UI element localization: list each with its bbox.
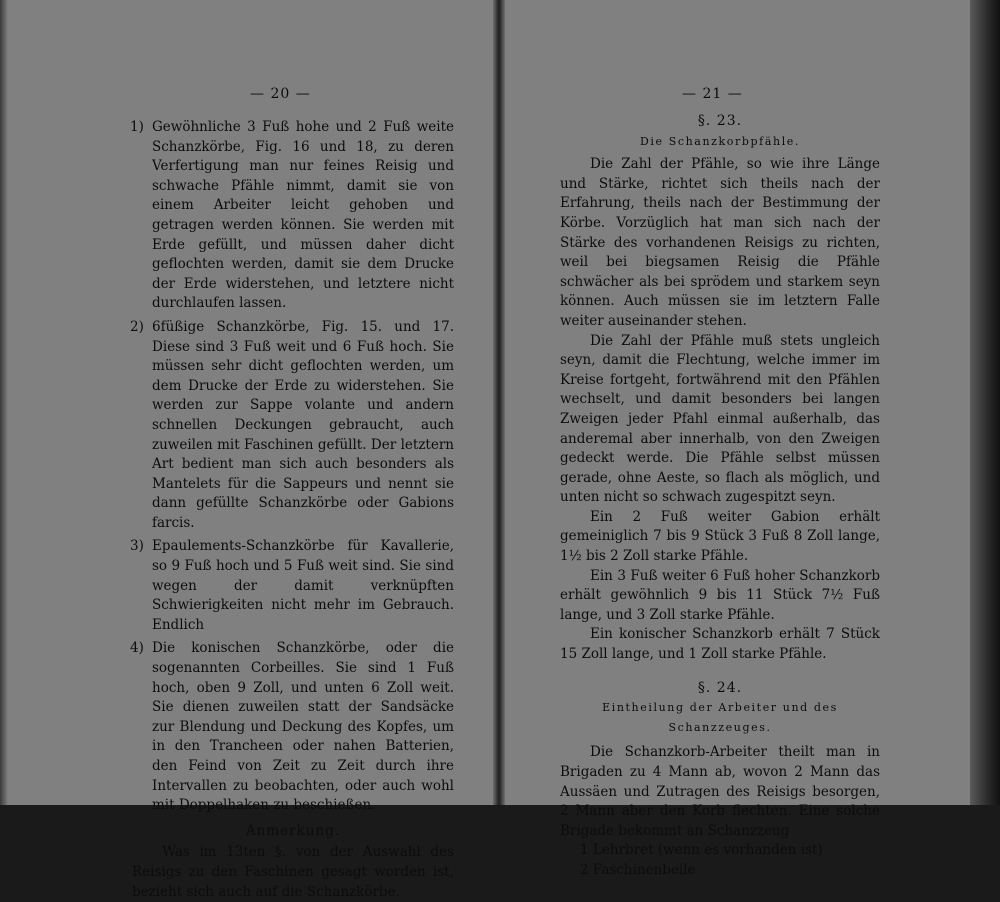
page-number: — 21 — <box>682 86 743 102</box>
item-text: Die konischen Schanzkörbe, oder die sogenannten Corbeilles. Sie sind 1 Fuß hoch, oben 9 Zoll, und unten 6 Zoll weit. Sie dienen zuweilen statt der Sandsäcke zur Blendung und Deckung des Kopfes, um in den Trancheen oder nahen Batterien, den Feind von Zeit zu Zeit durch ihre Intervallen zu beobachten, oder auch wohl mit Doppelhaken zu beschießen. <box>152 640 454 814</box>
section-title: Die Schanzkorbpfähle. <box>639 134 801 148</box>
left-page <box>0 0 500 900</box>
paragraph: Ein 2 Fuß weiter Gabion erhält gemeiniglich 7 bis 9 Stück 3 Fuß 8 Zoll lange, 1½ bis 2 Zoll starke Pfähle. <box>560 508 880 565</box>
page-edge <box>0 0 8 805</box>
paragraph: Ein 3 Fuß weiter 6 Fuß hoher Schanzkorb erhält gewöhnlich 9 bis 11 Stück 7½ Fuß lange, und 3 Zoll starke Pfähle. <box>560 567 880 623</box>
list-item <box>132 537 454 635</box>
item-number: 4) <box>130 640 144 657</box>
right-page <box>500 0 970 878</box>
item-text: Epaulements-Schanzkörbe für Kavallerie, so 9 Fuß hoch und 5 Fuß weit sind. Sie sind wegen der damit verknüpften Schwierigkeiten nicht mehr im Gebrauch. Endlich <box>152 538 454 633</box>
page-number: — 20 — <box>250 86 311 102</box>
note-text: Was im 13ten §. von der Auswahl des Reisigs zu den Faschinen gesagt worden ist, bezieht sich auch auf die Schanzkörbe. <box>132 844 454 900</box>
section-title: Eintheilung der Arbeiter und des Schanzzeuges. <box>602 701 838 734</box>
note-heading: Anmerkung. <box>245 822 341 839</box>
right-page-body <box>560 112 880 881</box>
list-item <box>132 639 454 815</box>
item-number: 2) <box>130 318 144 335</box>
list-item: 2 Faschinenbeile <box>580 861 696 878</box>
left-page-body <box>132 118 454 902</box>
section-number: §. 24. <box>697 679 743 696</box>
item-number: 1) <box>130 119 144 135</box>
paragraph: Ein konischer Schanzkorb erhält 7 Stück 15 Zoll lange, und 1 Zoll starke Pfähle. <box>560 626 880 663</box>
paragraph: Die Schanzkorb-Arbeiter theilt man in Brigaden zu 4 Mann ab, wovon 2 Mann das Aussäen und Zutragen des Reisigs besorgen, 2 Mann aber den Korb flechten. Eine solche Brigade bekommt an Schanzzeug <box>560 744 880 839</box>
section-number: §. 23. <box>697 113 743 129</box>
paragraph: Die Zahl der Pfähle, so wie ihre Länge und Stärke, richtet sich theils nach der Erfahrung, theils nach der Bestimmung der Körbe. Vorzüglich hat man sich nach der Stärke des vorhandenen Reisigs zu richten, weil bei biegsamen Reisig die Pfähle schwächer als bei sprödem und starkem seyn können. Auch müssen sie im letztern Falle weiter auseinander stehen. <box>560 156 880 329</box>
list-item <box>132 318 454 534</box>
book-gutter <box>493 0 505 805</box>
item-text: Gewöhnliche 3 Fuß hohe und 2 Fuß weite Schanzkörbe, Fig. 16 und 18, zu deren Verfertigung man nur feines Reisig und schwache Pfähle nimmt, damit sie von einem Arbeiter leicht gehoben und getragen werden können. Sie werden mit Erde gefüllt, und müssen daher dicht geflochten werden, damit sie dem Drucke der Erde widerstehen, und letztere nicht durchlaufen lassen. <box>152 119 454 312</box>
list-item <box>132 118 454 314</box>
item-number: 3) <box>130 538 144 555</box>
page-edge <box>970 0 1000 805</box>
list-item: 1 Lehrbret (wenn es vorhanden ist) <box>580 842 823 859</box>
item-text: 6füßige Schanzkörbe, Fig. 15. und 17. Diese sind 3 Fuß weit und 6 Fuß hoch. Sie müssen sehr dicht geflochten werden, um dem Drucke der Erde zu widerstehen. Sie werden zur Sappe volante und andern schnellen Deckungen gebraucht, auch zuweilen mit Faschinen gefüllt. Der letztern Art bedient man sich auch besonders als Mantelets für die Sappeurs und nennt sie dann gefüllte Schanzkörbe oder Gabions farcis. <box>152 318 454 531</box>
paragraph: Die Zahl der Pfähle muß stets ungleich seyn, damit die Flechtung, welche immer im Kreise fortgeht, fortwährend mit den Pfählen wechselt, und damit besonders bei langen Zweigen jeder Pfahl einmal außerhalb, das anderemal aber innerhalb, von den Zweigen gedeckt werde. Die Pfähle selbst müssen gerade, ohne Aeste, so flach als möglich, und unten nicht so schwach zugespitzt seyn. <box>560 332 880 506</box>
